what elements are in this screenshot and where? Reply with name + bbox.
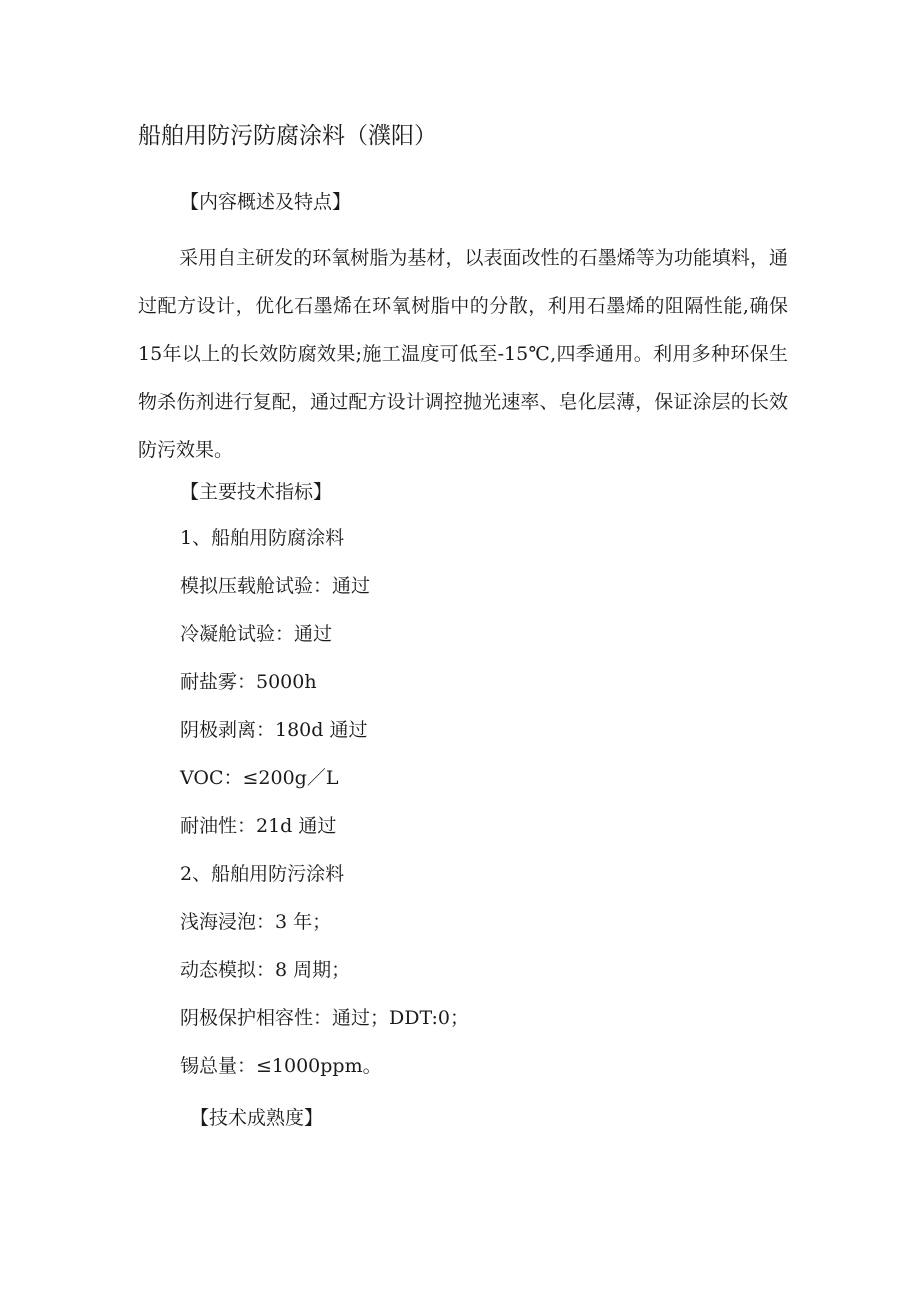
document-title: 船舶用防污防腐涂料（濮阳） bbox=[138, 123, 437, 149]
spec-item: 冷凝舱试验：通过 bbox=[180, 623, 333, 645]
spec-item-antifouling-heading: 2、船舶用防污涂料 bbox=[180, 863, 345, 885]
spec-item: 锡总量：≤1000ppm。 bbox=[180, 1055, 382, 1077]
spec-list bbox=[180, 522, 469, 1098]
overview-paragraph: 采用自主研发的环氧树脂为基材，以表面改性的石墨烯等为功能填料，通过配方设计，优化石墨烯在环氧树脂中的分散，利用石墨烯的阻隔性能,确保15年以上的长效防腐效果;施工温度可低至-15℃,四季通用。利用多种环保生物杀伤剂进行复配，通过配方设计调控抛光速率、皂化层薄，保证涂层的长效防污效果。 bbox=[138, 247, 788, 461]
spec-item: 阴极剥离：180d 通过 bbox=[180, 719, 368, 741]
spec-item: 浅海浸泡：3 年； bbox=[180, 911, 332, 933]
spec-item-anticorrosion-heading: 1、船舶用防腐涂料 bbox=[180, 527, 345, 549]
overview-heading: 【内容概述及特点】 bbox=[180, 191, 352, 213]
spec-item: 阴极保护相容性：通过；DDT:0； bbox=[180, 1007, 469, 1029]
spec-item: 模拟压载舱试验：通过 bbox=[180, 575, 371, 597]
spec-item: 动态模拟：8 周期； bbox=[180, 959, 351, 981]
maturity-heading: 【技术成熟度】 bbox=[190, 1107, 324, 1129]
spec-item: 耐油性：21d 通过 bbox=[180, 815, 337, 837]
specs-heading: 【主要技术指标】 bbox=[180, 481, 333, 503]
spec-item: 耐盐雾：5000h bbox=[180, 671, 317, 693]
spec-item: VOC：≤200g／L bbox=[180, 767, 339, 789]
